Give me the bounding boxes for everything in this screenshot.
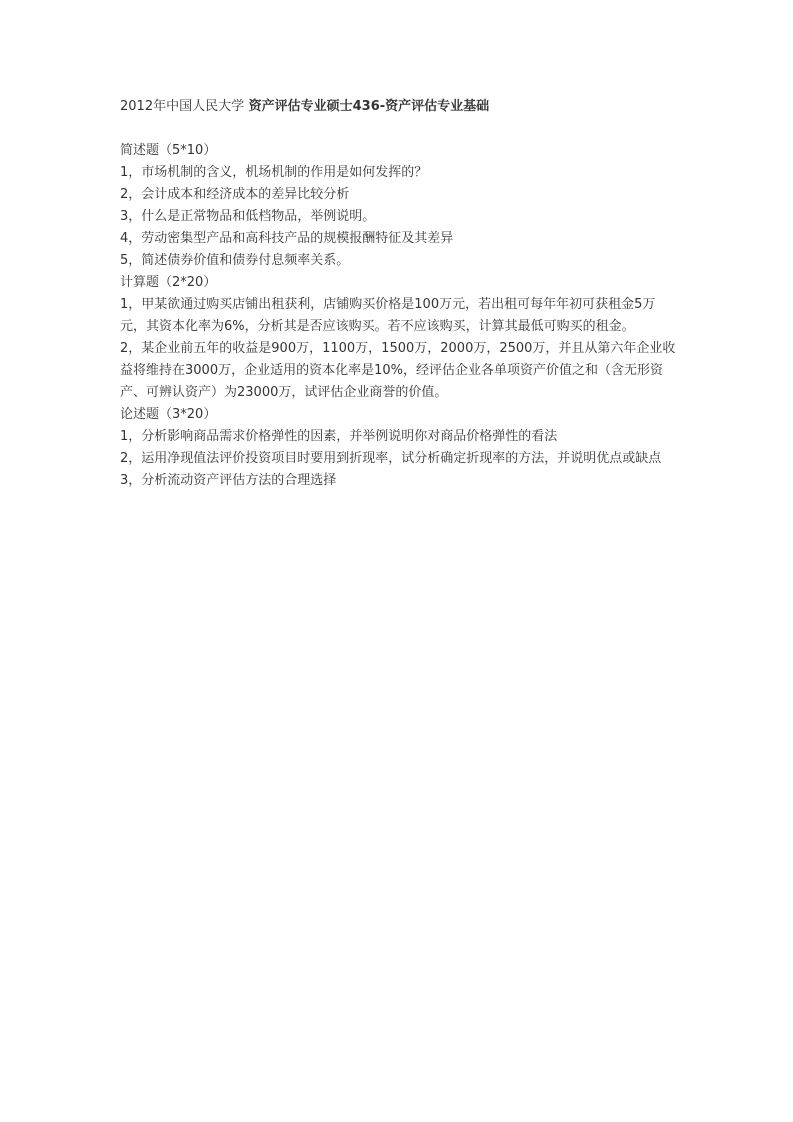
title-bold: 资产评估专业硕士436-资产评估专业基础 (244, 99, 490, 114)
document-title (120, 96, 680, 118)
section-heading: 简述题（5*10） (120, 143, 217, 158)
question-item: 3，什么是正常物品和低档物品，举例说明。 (120, 209, 376, 224)
question-item: 4，劳动密集型产品和高科技产品的规模报酬特征及其差异 (120, 231, 454, 246)
document-body (120, 96, 680, 492)
question-item: 2，会计成本和经济成本的差异比较分析 (120, 187, 350, 202)
section-essay (120, 404, 680, 492)
question-item: 1，分析影响商品需求价格弹性的因素，并举例说明你对商品价格弹性的看法 (120, 429, 558, 444)
section-heading: 论述题（3*20） (120, 407, 217, 422)
question-item: 3，分析流动资产评估方法的合理选择 (120, 473, 337, 488)
question-item: 2，运用净现值法评价投资项目时要用到折现率，试分析确定折现率的方法，并说明优点或缺点 (120, 451, 662, 466)
question-item: 5，简述债券价值和债券付息频率关系。 (120, 253, 350, 268)
title-plain: 2012年中国人民大学 (120, 99, 245, 114)
question-item: 2，某企业前五年的收益是900万，1100万，1500万，2000万，2500万，并且从第六年企业收益将维持在3000万，企业适用的资本化率是10%，经评估企业各单项资产价值之和（含无形资产、可辨认资产）为23000万，试评估企业商誉的价值。 (120, 341, 676, 400)
section-calculation (120, 272, 680, 404)
section-short-answer (120, 140, 680, 272)
section-heading: 计算题（2*20） (120, 275, 217, 290)
question-item: 1，甲某欲通过购买店铺出租获利，店铺购买价格是100万元，若出租可每年年初可获租金5万元，其资本化率为6%，分析其是否应该购买。若不应该购买，计算其最低可购买的租金。 (120, 297, 656, 334)
question-item: 1，市场机制的含义，机场机制的作用是如何发挥的？ (120, 165, 428, 180)
